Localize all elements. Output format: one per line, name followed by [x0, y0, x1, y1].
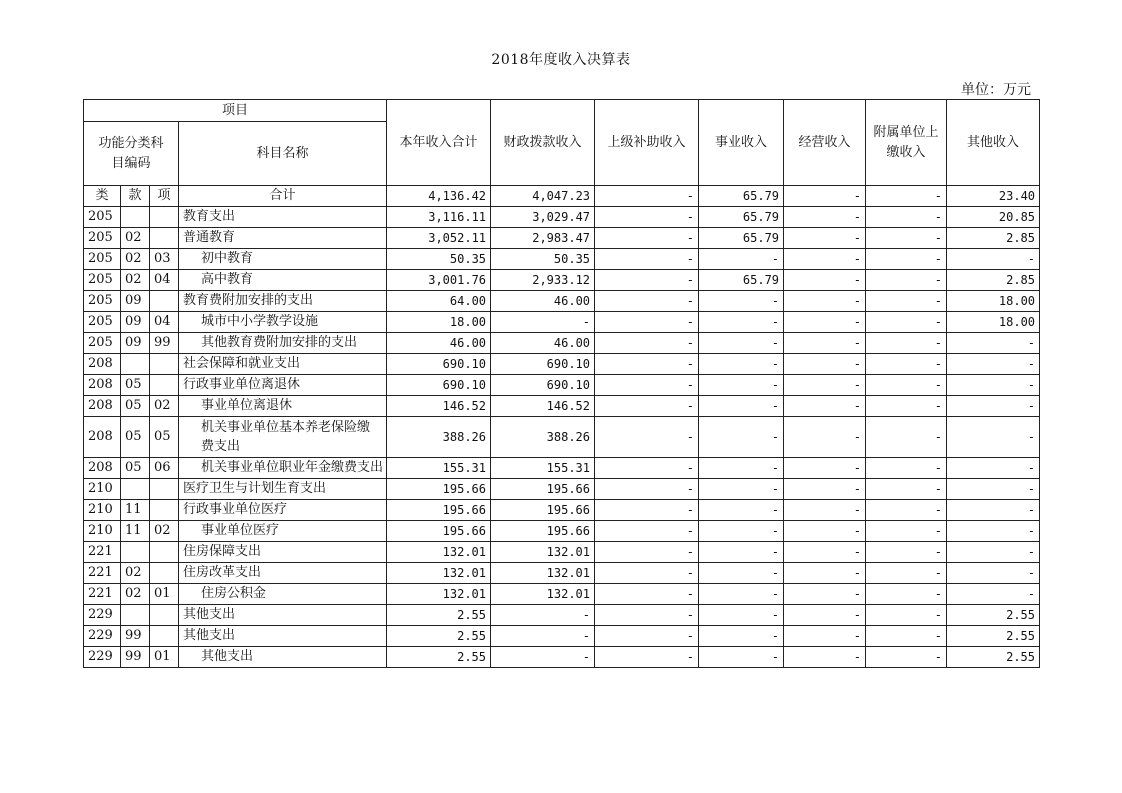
cell-business: -: [699, 479, 784, 500]
row-cls: 208: [84, 375, 121, 396]
cell-fiscal: 690.10: [491, 375, 595, 396]
row-cls: 208: [84, 396, 121, 417]
row-cls: 210: [84, 479, 121, 500]
row-kuan: 09: [121, 333, 150, 354]
row-xiang: 06: [150, 458, 179, 479]
table-row: [84, 375, 1040, 396]
table-row: [84, 521, 1040, 542]
cell-fiscal: 132.01: [491, 563, 595, 584]
row-name: 住房公积金: [179, 584, 387, 605]
cell-total: 132.01: [387, 563, 491, 584]
cell-other: -: [947, 500, 1040, 521]
cell-operating: -: [784, 333, 866, 354]
cell-total: 50.35: [387, 249, 491, 270]
cell-total: 690.10: [387, 375, 491, 396]
row-name: 其他支出: [179, 647, 387, 668]
cell-operating: -: [784, 458, 866, 479]
cell-operating: -: [784, 291, 866, 312]
cell-operating: -: [784, 375, 866, 396]
cell-superior: -: [595, 563, 699, 584]
row-cls: 205: [84, 249, 121, 270]
cell-business: -: [699, 375, 784, 396]
cell-fiscal: 132.01: [491, 542, 595, 563]
cell-affiliated: -: [866, 207, 947, 228]
cell-total: 2.55: [387, 605, 491, 626]
cell-superior: -: [595, 458, 699, 479]
row-kuan: 02: [121, 270, 150, 291]
cell-fiscal: 4,047.23: [491, 186, 595, 207]
row-name: 住房保障支出: [179, 542, 387, 563]
cell-superior: -: [595, 312, 699, 333]
row-xiang: [150, 291, 179, 312]
cell-fiscal: 50.35: [491, 249, 595, 270]
cell-business: -: [699, 584, 784, 605]
row-cls: 208: [84, 458, 121, 479]
row-cls: 208: [84, 417, 121, 458]
cell-business: -: [699, 605, 784, 626]
row-xiang: 99: [150, 333, 179, 354]
cell-operating: -: [784, 417, 866, 458]
cell-business: -: [699, 417, 784, 458]
row-xiang: [150, 542, 179, 563]
cell-operating: -: [784, 605, 866, 626]
cell-superior: -: [595, 333, 699, 354]
row-name: 普通教育: [179, 228, 387, 249]
cell-other: 2.55: [947, 647, 1040, 668]
row-name: 教育支出: [179, 207, 387, 228]
row-kuan: 05: [121, 417, 150, 458]
row-kuan: 05: [121, 375, 150, 396]
cell-affiliated: -: [866, 521, 947, 542]
cell-superior: -: [595, 647, 699, 668]
cell-operating: -: [784, 312, 866, 333]
cell-total: 132.01: [387, 584, 491, 605]
cell-superior: -: [595, 396, 699, 417]
row-xiang: 01: [150, 584, 179, 605]
cell-business: -: [699, 458, 784, 479]
header-col-fiscal: 财政拨款收入: [491, 100, 595, 186]
cell-business: -: [699, 249, 784, 270]
cell-superior: -: [595, 521, 699, 542]
cell-business: -: [699, 396, 784, 417]
cell-superior: -: [595, 584, 699, 605]
cell-fiscal: 146.52: [491, 396, 595, 417]
row-name: 行政事业单位医疗: [179, 500, 387, 521]
cell-total: 3,001.76: [387, 270, 491, 291]
table-row: [84, 647, 1040, 668]
row-name: 事业单位离退休: [179, 396, 387, 417]
cell-affiliated: -: [866, 270, 947, 291]
row-cls: 205: [84, 333, 121, 354]
cell-total: 195.66: [387, 479, 491, 500]
cell-affiliated: -: [866, 249, 947, 270]
cell-fiscal: 46.00: [491, 291, 595, 312]
row-name: 城市中小学教学设施: [179, 312, 387, 333]
cell-business: -: [699, 626, 784, 647]
cell-affiliated: -: [866, 396, 947, 417]
cell-business: -: [699, 333, 784, 354]
cell-other: -: [947, 249, 1040, 270]
cell-affiliated: -: [866, 312, 947, 333]
table-row: [84, 458, 1040, 479]
row-kuan: 02: [121, 563, 150, 584]
cell-superior: -: [595, 542, 699, 563]
cell-affiliated: -: [866, 458, 947, 479]
row-xiang: [150, 605, 179, 626]
row-xiang: [150, 563, 179, 584]
cell-fiscal: 388.26: [491, 417, 595, 458]
header-col-affiliated: 附属单位上缴收入: [866, 100, 947, 186]
row-cls: 210: [84, 500, 121, 521]
income-table: [83, 99, 1040, 668]
table-row: [84, 563, 1040, 584]
cell-other: -: [947, 458, 1040, 479]
cell-fiscal: 46.00: [491, 333, 595, 354]
row-cls: 210: [84, 521, 121, 542]
cell-other: -: [947, 396, 1040, 417]
table-row: [84, 605, 1040, 626]
cell-total: 146.52: [387, 396, 491, 417]
cell-superior: -: [595, 228, 699, 249]
cell-other: 2.55: [947, 626, 1040, 647]
cell-business: -: [699, 312, 784, 333]
cell-other: -: [947, 375, 1040, 396]
cell-affiliated: -: [866, 479, 947, 500]
cell-operating: -: [784, 584, 866, 605]
table-row: [84, 186, 1040, 207]
row-cls: 205: [84, 312, 121, 333]
cell-total: 46.00: [387, 333, 491, 354]
cell-superior: -: [595, 375, 699, 396]
cell-operating: -: [784, 396, 866, 417]
row-cls: 205: [84, 291, 121, 312]
header-xiang: 项: [150, 186, 179, 207]
row-xiang: 02: [150, 521, 179, 542]
header-subject-name: 科目名称: [179, 122, 387, 186]
cell-operating: -: [784, 228, 866, 249]
cell-affiliated: -: [866, 333, 947, 354]
cell-other: -: [947, 563, 1040, 584]
row-kuan: [121, 207, 150, 228]
cell-operating: -: [784, 500, 866, 521]
header-col-superior: 上级补助收入: [595, 100, 699, 186]
cell-superior: -: [595, 500, 699, 521]
cell-operating: -: [784, 521, 866, 542]
cell-total: 2.55: [387, 626, 491, 647]
cell-fiscal: -: [491, 605, 595, 626]
unit-label: 单位：万元: [961, 82, 1031, 98]
cell-total: 195.66: [387, 521, 491, 542]
table-row: [84, 249, 1040, 270]
header-col-operating: 经营收入: [784, 100, 866, 186]
row-cls: 221: [84, 542, 121, 563]
row-name: 行政事业单位离退休: [179, 375, 387, 396]
cell-total: 388.26: [387, 417, 491, 458]
cell-business: -: [699, 563, 784, 584]
table-row: [84, 207, 1040, 228]
cell-total: 18.00: [387, 312, 491, 333]
cell-operating: -: [784, 563, 866, 584]
table-row: [84, 270, 1040, 291]
row-xiang: [150, 479, 179, 500]
cell-other: 2.85: [947, 228, 1040, 249]
row-name: 社会保障和就业支出: [179, 354, 387, 375]
table-row: [84, 312, 1040, 333]
cell-operating: -: [784, 647, 866, 668]
cell-other: -: [947, 417, 1040, 458]
cell-total: 195.66: [387, 500, 491, 521]
cell-operating: -: [784, 626, 866, 647]
row-cls: 221: [84, 563, 121, 584]
row-kuan: 02: [121, 584, 150, 605]
row-kuan: [121, 542, 150, 563]
cell-fiscal: 690.10: [491, 354, 595, 375]
cell-superior: -: [595, 626, 699, 647]
cell-business: -: [699, 521, 784, 542]
table-row: [84, 396, 1040, 417]
cell-affiliated: -: [866, 354, 947, 375]
row-xiang: 05: [150, 417, 179, 458]
table-row: [84, 542, 1040, 563]
cell-other: 20.85: [947, 207, 1040, 228]
row-name: 其他支出: [179, 605, 387, 626]
row-kuan: [121, 354, 150, 375]
cell-affiliated: -: [866, 500, 947, 521]
cell-affiliated: -: [866, 584, 947, 605]
cell-affiliated: -: [866, 647, 947, 668]
row-xiang: [150, 626, 179, 647]
row-name: 其他支出: [179, 626, 387, 647]
cell-fiscal: 2,983.47: [491, 228, 595, 249]
cell-operating: -: [784, 354, 866, 375]
table-row: [84, 291, 1040, 312]
cell-business: 65.79: [699, 270, 784, 291]
cell-total: 2.55: [387, 647, 491, 668]
row-name: 高中教育: [179, 270, 387, 291]
row-cls: 205: [84, 228, 121, 249]
row-cls: 229: [84, 647, 121, 668]
cell-superior: -: [595, 291, 699, 312]
row-xiang: 04: [150, 312, 179, 333]
cell-affiliated: -: [866, 291, 947, 312]
header-project: 项目: [84, 100, 387, 122]
cell-total: 3,116.11: [387, 207, 491, 228]
cell-fiscal: 155.31: [491, 458, 595, 479]
cell-affiliated: -: [866, 605, 947, 626]
row-kuan: [121, 479, 150, 500]
row-name: 事业单位医疗: [179, 521, 387, 542]
cell-affiliated: -: [866, 626, 947, 647]
row-cls: 205: [84, 270, 121, 291]
table-row: [84, 333, 1040, 354]
row-kuan: [121, 605, 150, 626]
header-col-other: 其他收入: [947, 100, 1040, 186]
row-xiang: [150, 375, 179, 396]
cell-fiscal: 195.66: [491, 521, 595, 542]
cell-affiliated: -: [866, 228, 947, 249]
row-name: 住房改革支出: [179, 563, 387, 584]
cell-business: -: [699, 291, 784, 312]
cell-business: -: [699, 542, 784, 563]
row-cls: 208: [84, 354, 121, 375]
header-col-total: 本年收入合计: [387, 100, 491, 186]
cell-business: -: [699, 500, 784, 521]
header-func-code: 功能分类科目编码: [84, 122, 179, 186]
cell-fiscal: 3,029.47: [491, 207, 595, 228]
row-name: 其他教育费附加安排的支出: [179, 333, 387, 354]
cell-affiliated: -: [866, 563, 947, 584]
cell-other: -: [947, 354, 1040, 375]
cell-total: 64.00: [387, 291, 491, 312]
row-name: 医疗卫生与计划生育支出: [179, 479, 387, 500]
row-xiang: [150, 354, 179, 375]
row-name: 机关事业单位基本养老保险缴费支出: [179, 417, 387, 458]
cell-other: 23.40: [947, 186, 1040, 207]
row-cls: 229: [84, 605, 121, 626]
cell-operating: -: [784, 249, 866, 270]
cell-business: -: [699, 354, 784, 375]
row-kuan: 11: [121, 521, 150, 542]
cell-fiscal: 2,933.12: [491, 270, 595, 291]
row-kuan: 99: [121, 647, 150, 668]
cell-superior: -: [595, 605, 699, 626]
row-xiang: [150, 500, 179, 521]
table-row: [84, 584, 1040, 605]
row-name: 初中教育: [179, 249, 387, 270]
cell-business: 65.79: [699, 207, 784, 228]
cell-superior: -: [595, 417, 699, 458]
header-cls: 类: [84, 186, 121, 207]
cell-affiliated: -: [866, 375, 947, 396]
cell-operating: -: [784, 186, 866, 207]
cell-operating: -: [784, 479, 866, 500]
cell-business: 65.79: [699, 228, 784, 249]
header-kuan: 款: [121, 186, 150, 207]
cell-superior: -: [595, 270, 699, 291]
cell-superior: -: [595, 186, 699, 207]
page-title: 2018年度收入决算表: [491, 52, 631, 68]
table-row: [84, 417, 1040, 458]
row-kuan: 02: [121, 228, 150, 249]
row-kuan: 05: [121, 458, 150, 479]
header-col-business: 事业收入: [699, 100, 784, 186]
cell-superior: -: [595, 249, 699, 270]
cell-fiscal: -: [491, 312, 595, 333]
table-row: [84, 228, 1040, 249]
row-kuan: 09: [121, 312, 150, 333]
cell-business: 65.79: [699, 186, 784, 207]
row-name: 教育费附加安排的支出: [179, 291, 387, 312]
table-row: [84, 479, 1040, 500]
cell-operating: -: [784, 270, 866, 291]
cell-affiliated: -: [866, 542, 947, 563]
cell-fiscal: 195.66: [491, 479, 595, 500]
row-name: 合计: [179, 186, 387, 207]
row-xiang: 02: [150, 396, 179, 417]
row-kuan: 99: [121, 626, 150, 647]
cell-superior: -: [595, 207, 699, 228]
cell-fiscal: -: [491, 626, 595, 647]
row-kuan: 09: [121, 291, 150, 312]
cell-other: 18.00: [947, 291, 1040, 312]
row-name: 机关事业单位职业年金缴费支出: [179, 458, 387, 479]
cell-superior: -: [595, 354, 699, 375]
row-kuan: 02: [121, 249, 150, 270]
cell-fiscal: 195.66: [491, 500, 595, 521]
row-xiang: [150, 228, 179, 249]
cell-total: 690.10: [387, 354, 491, 375]
cell-other: -: [947, 584, 1040, 605]
cell-total: 3,052.11: [387, 228, 491, 249]
cell-other: 2.85: [947, 270, 1040, 291]
cell-other: 18.00: [947, 312, 1040, 333]
row-xiang: [150, 207, 179, 228]
cell-other: 2.55: [947, 605, 1040, 626]
cell-fiscal: 132.01: [491, 584, 595, 605]
row-xiang: 04: [150, 270, 179, 291]
row-kuan: 05: [121, 396, 150, 417]
cell-total: 155.31: [387, 458, 491, 479]
table-row: [84, 500, 1040, 521]
cell-superior: -: [595, 479, 699, 500]
cell-other: -: [947, 333, 1040, 354]
row-kuan: 11: [121, 500, 150, 521]
row-xiang: 01: [150, 647, 179, 668]
cell-affiliated: -: [866, 186, 947, 207]
cell-total: 132.01: [387, 542, 491, 563]
row-cls: 221: [84, 584, 121, 605]
cell-other: -: [947, 479, 1040, 500]
table-row: [84, 354, 1040, 375]
table-body: [84, 186, 1040, 668]
row-xiang: 03: [150, 249, 179, 270]
cell-fiscal: -: [491, 647, 595, 668]
cell-total: 4,136.42: [387, 186, 491, 207]
row-cls: 205: [84, 207, 121, 228]
cell-business: -: [699, 647, 784, 668]
table-row: [84, 626, 1040, 647]
cell-affiliated: -: [866, 417, 947, 458]
cell-other: -: [947, 542, 1040, 563]
cell-operating: -: [784, 207, 866, 228]
cell-operating: -: [784, 542, 866, 563]
row-cls: 229: [84, 626, 121, 647]
cell-other: -: [947, 521, 1040, 542]
